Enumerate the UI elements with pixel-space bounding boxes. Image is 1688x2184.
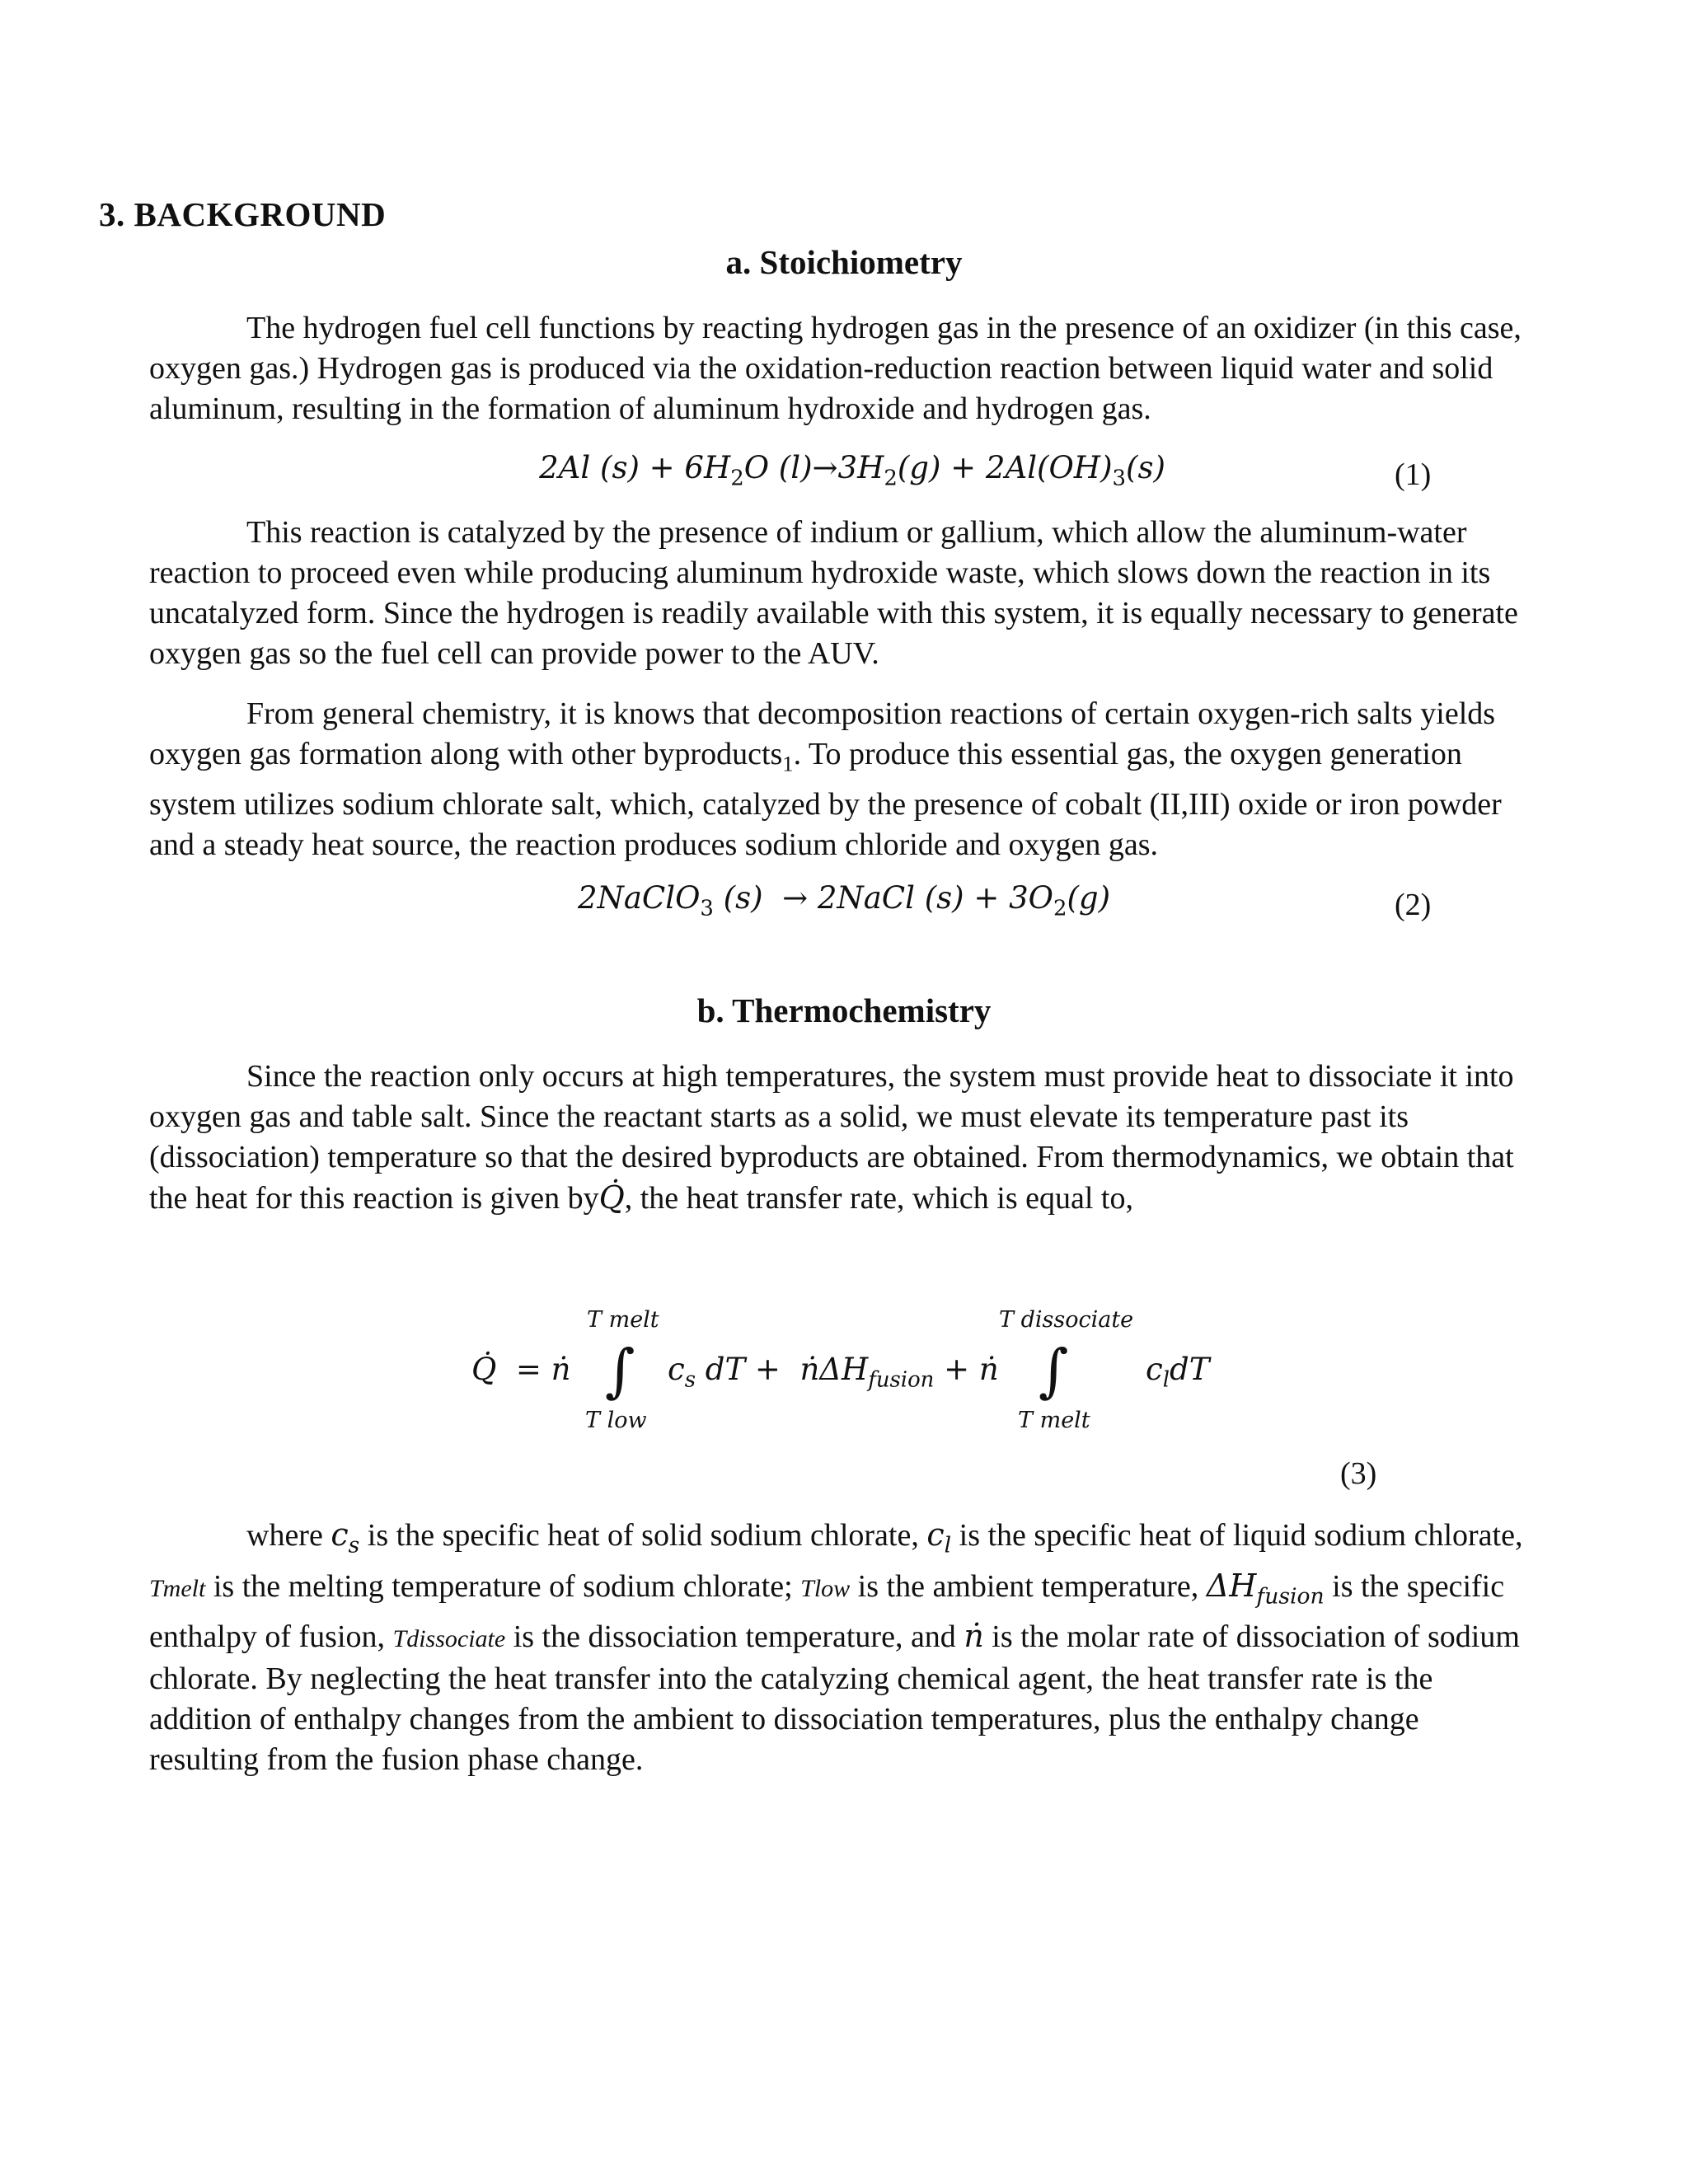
tmelt-symbol: Tmelt	[149, 1574, 206, 1602]
integral-1-sign: ∫	[605, 1337, 635, 1404]
paragraph-1	[149, 308, 1534, 429]
paragraph-1-text: The hydrogen fuel cell functions by reacting hydrogen gas in the presence of an oxidizer (in this case, oxygen gas.) Hydrogen gas is produced via the oxidation-reduction reaction between liquid water and solid aluminum, resulting in the formation of aluminum hydroxide and hydrogen gas.	[149, 311, 1522, 426]
integral-2-lower-limit: T melt	[1018, 1408, 1090, 1433]
integral-2-sign: ∫	[1039, 1337, 1069, 1404]
tlow-symbol: Tlow	[800, 1574, 851, 1602]
paragraph-4-text: Since the reaction only occurs at high temperatures, the system must provide heat to dissociate it into oxygen gas and table salt. Since the reactant starts as a solid, we must elevate its temperature past its (dissociation) temperature so that the desired byproducts are obtained. From thermodynamics, we obtain that the heat for this reaction is given by	[149, 1059, 1514, 1216]
q-dot-symbol: Q̇	[598, 1179, 625, 1216]
equation-3-lhs: Q̇ = ṅ	[471, 1352, 571, 1387]
cl-symbol: $c_l$	[926, 1516, 952, 1558]
p5-text-4: is the melting temperature of sodium chlorate;	[205, 1568, 801, 1604]
tdissociate-symbol: Tdissociate	[392, 1625, 506, 1653]
paragraph-2-text: This reaction is catalyzed by the presence of indium or gallium, which allow the aluminum-water reaction to proceed even while producing aluminum hydroxide waste, which slows down the reaction in its uncatalyzed form. Since the hydrogen is readily available with this system, it is equally necessary to generate oxygen gas so the fuel cell can provide power to the AUV.	[149, 515, 1518, 671]
footnote-reference: 1	[782, 751, 794, 776]
paragraph-4-text-end: , the heat transfer rate, which is equal to,	[624, 1181, 1133, 1216]
equation-3-tail: $c_ldT$	[1146, 1352, 1210, 1393]
integral-1-upper-limit: T melt	[587, 1307, 659, 1333]
p5-text-5: is the ambient temperature,	[850, 1568, 1207, 1604]
equation-1-number: (1)	[1395, 457, 1432, 492]
integral-2-upper-limit: T dissociate	[999, 1307, 1134, 1333]
integral-1-lower-limit: T low	[585, 1408, 647, 1433]
equation-3-middle: $c_s$ dT + ṅΔH$_{fusion}$ + ṅ	[668, 1352, 999, 1393]
delta-h-fusion-symbol: $\Delta H_{fusion}$	[1206, 1567, 1325, 1610]
equation-2: 2NaClO$_3$ (s) → 2NaCl $(s) + 3O_2(g)$	[577, 880, 1111, 921]
equation-3-number: (3)	[1340, 1456, 1377, 1491]
paragraph-3-text: From general chemistry, it is knows that decomposition reactions of certain oxygen-rich salts yields oxygen gas formation along with other byproducts	[149, 696, 1496, 771]
p5-text-6: is the specific enthalpy of fusion,	[149, 1568, 1505, 1655]
p5-text-2: is the specific heat of solid sodium chlorate,	[359, 1518, 927, 1553]
paragraph-5	[149, 1515, 1534, 1780]
p5-text-1: where	[246, 1518, 331, 1553]
subsection-stoichiometry-heading: a. Stoichiometry	[725, 243, 963, 281]
cs-symbol: $c_s$	[331, 1516, 360, 1558]
paragraph-2	[149, 513, 1534, 674]
subsection-thermochemistry-heading: b. Thermochemistry	[696, 991, 992, 1029]
equation-2-number: (2)	[1395, 888, 1432, 922]
paragraph-4	[149, 1057, 1534, 1219]
n-dot-symbol: ṅ	[964, 1618, 984, 1655]
paragraph-3	[149, 694, 1534, 865]
equation-1: 2Al $(s) + 6H_2O$ $(l)\to 3H_2(g) + 2Al(OH)_3(s)$	[539, 450, 1165, 491]
p5-text-3: is the specific heat of liquid sodium chlorate,	[951, 1518, 1523, 1553]
paragraph-3-text-continued: . To produce this essential gas, the oxygen generation system utilizes sodium chlorate salt, which, catalyzed by the presence of cobalt (II,III) oxide or iron powder and a steady heat source, the reaction produces sodium chloride and oxygen gas.	[149, 737, 1502, 862]
section-heading: 3. BACKGROUND	[99, 195, 387, 233]
p5-text-7: is the dissociation temperature, and	[505, 1619, 964, 1655]
p5-text-8: is the molar rate of dissociation of sodium chlorate. By neglecting the heat transfer into the catalyzing chemical agent, the heat transfer rate is the addition of enthalpy changes from the ambient to dissociation temperatures, plus the enthalpy change resulting from the fusion phase change.	[149, 1619, 1520, 1778]
